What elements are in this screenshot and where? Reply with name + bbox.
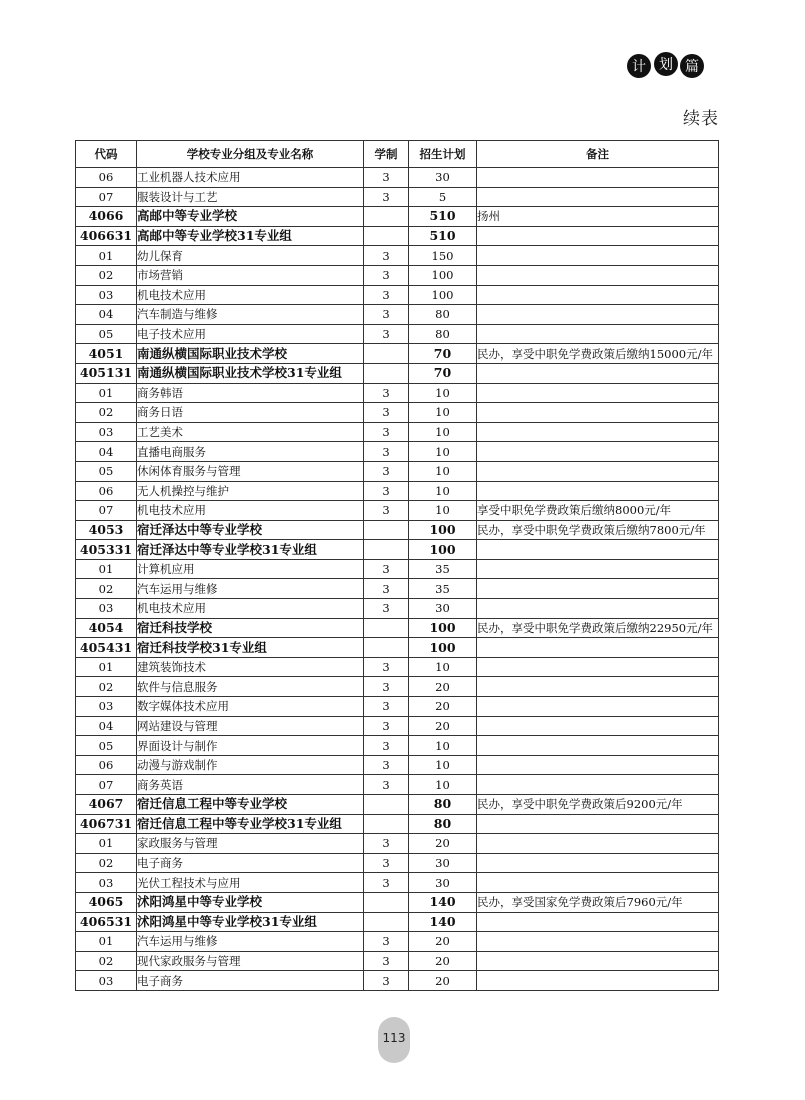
cell-code: 4054	[76, 618, 137, 638]
cell-name: 工艺美术	[137, 422, 364, 442]
cell-note	[477, 951, 719, 971]
header-years: 学制	[364, 141, 409, 168]
cell-name: 光伏工程技术与应用	[137, 873, 364, 893]
cell-code: 406631	[76, 226, 137, 246]
table-row-group	[76, 540, 719, 560]
cell-note	[477, 540, 719, 560]
cell-note	[477, 403, 719, 423]
cell-note	[477, 657, 719, 677]
cell-name: 机电技术应用	[137, 501, 364, 521]
cell-note	[477, 265, 719, 285]
cell-plan: 80	[409, 795, 477, 815]
cell-plan: 5	[409, 187, 477, 207]
cell-years: 3	[364, 559, 409, 579]
cell-note: 民办，享受中职免学费政策后缴纳15000元/年	[477, 344, 719, 364]
table-row-group	[76, 363, 719, 383]
cell-plan: 10	[409, 481, 477, 501]
cell-plan: 70	[409, 344, 477, 364]
cell-note	[477, 559, 719, 579]
header-plan: 招生计划	[409, 141, 477, 168]
cell-name: 高邮中等专业学校	[137, 207, 364, 227]
cell-plan: 20	[409, 834, 477, 854]
enrollment-plan-table	[75, 140, 719, 991]
cell-code: 4066	[76, 207, 137, 227]
cell-plan: 20	[409, 932, 477, 952]
cell-name: 电子商务	[137, 971, 364, 991]
cell-code: 07	[76, 501, 137, 521]
cell-name: 休闲体育服务与管理	[137, 461, 364, 481]
cell-years: 3	[364, 265, 409, 285]
cell-plan: 35	[409, 579, 477, 599]
cell-name: 宿迁泽达中等专业学校31专业组	[137, 540, 364, 560]
cell-note	[477, 814, 719, 834]
cell-plan: 30	[409, 599, 477, 619]
cell-note	[477, 579, 719, 599]
cell-years: 3	[364, 599, 409, 619]
cell-name: 机电技术应用	[137, 599, 364, 619]
cell-years	[364, 618, 409, 638]
cell-name: 建筑装饰技术	[137, 657, 364, 677]
table-row	[76, 422, 719, 442]
cell-note	[477, 873, 719, 893]
cell-years	[364, 207, 409, 227]
table-row	[76, 265, 719, 285]
cell-years: 3	[364, 951, 409, 971]
cell-code: 02	[76, 677, 137, 697]
cell-code: 02	[76, 853, 137, 873]
table-row	[76, 187, 719, 207]
cell-years: 3	[364, 403, 409, 423]
cell-code: 03	[76, 873, 137, 893]
cell-code: 4053	[76, 520, 137, 540]
cell-years: 3	[364, 383, 409, 403]
cell-name: 数字媒体技术应用	[137, 697, 364, 717]
cell-code: 07	[76, 775, 137, 795]
cell-code: 01	[76, 383, 137, 403]
cell-plan: 100	[409, 285, 477, 305]
cell-note	[477, 246, 719, 266]
cell-years	[364, 344, 409, 364]
cell-plan: 10	[409, 461, 477, 481]
cell-name: 市场营销	[137, 265, 364, 285]
cell-name: 软件与信息服务	[137, 677, 364, 697]
cell-years	[364, 892, 409, 912]
cell-name: 无人机操控与维护	[137, 481, 364, 501]
cell-years: 3	[364, 481, 409, 501]
cell-name: 高邮中等专业学校31专业组	[137, 226, 364, 246]
cell-name: 汽车运用与维修	[137, 579, 364, 599]
cell-plan: 510	[409, 207, 477, 227]
cell-note	[477, 285, 719, 305]
cell-name: 界面设计与制作	[137, 736, 364, 756]
table-row-group	[76, 814, 719, 834]
cell-name: 电子技术应用	[137, 324, 364, 344]
cell-note	[477, 697, 719, 717]
cell-code: 02	[76, 579, 137, 599]
cell-code: 02	[76, 951, 137, 971]
cell-years	[364, 363, 409, 383]
cell-name: 宿迁科技学校	[137, 618, 364, 638]
cell-name: 宿迁信息工程中等专业学校31专业组	[137, 814, 364, 834]
cell-plan: 10	[409, 442, 477, 462]
cell-name: 工业机器人技术应用	[137, 168, 364, 188]
cell-years: 3	[364, 755, 409, 775]
cell-name: 电子商务	[137, 853, 364, 873]
table-row	[76, 305, 719, 325]
cell-plan: 30	[409, 168, 477, 188]
cell-years: 3	[364, 873, 409, 893]
cell-code: 04	[76, 716, 137, 736]
cell-plan: 20	[409, 716, 477, 736]
cell-code: 406531	[76, 912, 137, 932]
cell-name: 南通纵横国际职业技术学校31专业组	[137, 363, 364, 383]
cell-years: 3	[364, 246, 409, 266]
cell-note	[477, 912, 719, 932]
table-row	[76, 383, 719, 403]
cell-years: 3	[364, 853, 409, 873]
cell-years: 3	[364, 697, 409, 717]
cell-years	[364, 638, 409, 658]
cell-plan: 100	[409, 618, 477, 638]
cell-years: 3	[364, 168, 409, 188]
table-row	[76, 657, 719, 677]
cell-code: 405431	[76, 638, 137, 658]
continued-label: 续表	[683, 109, 719, 129]
cell-plan: 10	[409, 403, 477, 423]
cell-plan: 35	[409, 559, 477, 579]
header-name: 学校专业分组及专业名称	[137, 141, 364, 168]
cell-code: 03	[76, 599, 137, 619]
cell-years: 3	[364, 305, 409, 325]
cell-code: 04	[76, 442, 137, 462]
cell-note	[477, 324, 719, 344]
cell-code: 01	[76, 559, 137, 579]
cell-code: 05	[76, 736, 137, 756]
cell-plan: 20	[409, 951, 477, 971]
cell-plan: 140	[409, 892, 477, 912]
cell-years: 3	[364, 932, 409, 952]
cell-name: 商务英语	[137, 775, 364, 795]
table-row-group	[76, 207, 719, 227]
cell-name: 动漫与游戏制作	[137, 755, 364, 775]
header-code: 代码	[76, 141, 137, 168]
cell-years: 3	[364, 442, 409, 462]
table-row	[76, 853, 719, 873]
cell-years: 3	[364, 285, 409, 305]
cell-note: 扬州	[477, 207, 719, 227]
cell-code: 03	[76, 971, 137, 991]
cell-note	[477, 226, 719, 246]
cell-years: 3	[364, 324, 409, 344]
cell-note	[477, 932, 719, 952]
cell-name: 汽车制造与维修	[137, 305, 364, 325]
table-row	[76, 873, 719, 893]
cell-name: 沭阳鸿星中等专业学校	[137, 892, 364, 912]
cell-code: 04	[76, 305, 137, 325]
cell-years: 3	[364, 716, 409, 736]
cell-name: 宿迁泽达中等专业学校	[137, 520, 364, 540]
table-row-group	[76, 795, 719, 815]
table-row	[76, 579, 719, 599]
table-row	[76, 971, 719, 991]
cell-note	[477, 677, 719, 697]
cell-code: 405331	[76, 540, 137, 560]
cell-note	[477, 755, 719, 775]
cell-note	[477, 305, 719, 325]
cell-plan: 70	[409, 363, 477, 383]
cell-plan: 20	[409, 971, 477, 991]
cell-name: 直播电商服务	[137, 442, 364, 462]
table-row	[76, 442, 719, 462]
cell-years	[364, 226, 409, 246]
cell-plan: 10	[409, 775, 477, 795]
cell-plan: 20	[409, 697, 477, 717]
cell-plan: 100	[409, 520, 477, 540]
cell-name: 网站建设与管理	[137, 716, 364, 736]
section-logo	[625, 50, 707, 80]
table-row	[76, 481, 719, 501]
table-body	[76, 168, 719, 991]
table-row	[76, 736, 719, 756]
cell-note: 享受中职免学费政策后缴纳8000元/年	[477, 501, 719, 521]
header-note: 备注	[477, 141, 719, 168]
cell-code: 01	[76, 834, 137, 854]
cell-name: 汽车运用与维修	[137, 932, 364, 952]
table-row	[76, 599, 719, 619]
cell-years	[364, 795, 409, 815]
cell-code: 05	[76, 461, 137, 481]
cell-note	[477, 187, 719, 207]
cell-plan: 100	[409, 540, 477, 560]
table-row	[76, 559, 719, 579]
cell-name: 宿迁科技学校31专业组	[137, 638, 364, 658]
logo-char-1: 计	[632, 59, 646, 75]
cell-plan: 10	[409, 755, 477, 775]
table-row	[76, 677, 719, 697]
page-number: 113	[382, 1031, 406, 1045]
cell-code: 06	[76, 755, 137, 775]
cell-note	[477, 481, 719, 501]
cell-years: 3	[364, 657, 409, 677]
cell-note: 民办，享受中职免学费政策后9200元/年	[477, 795, 719, 815]
table-row	[76, 932, 719, 952]
cell-name: 现代家政服务与管理	[137, 951, 364, 971]
cell-note	[477, 383, 719, 403]
cell-plan: 100	[409, 265, 477, 285]
cell-years: 3	[364, 579, 409, 599]
cell-code: 07	[76, 187, 137, 207]
cell-plan: 80	[409, 324, 477, 344]
cell-years: 3	[364, 422, 409, 442]
table-row	[76, 775, 719, 795]
cell-name: 南通纵横国际职业技术学校	[137, 344, 364, 364]
cell-code: 405131	[76, 363, 137, 383]
table-row	[76, 755, 719, 775]
table-row	[76, 285, 719, 305]
table-row-group	[76, 912, 719, 932]
logo-char-3: 篇	[685, 59, 699, 75]
cell-code: 01	[76, 246, 137, 266]
cell-years	[364, 540, 409, 560]
cell-plan: 100	[409, 638, 477, 658]
cell-years: 3	[364, 461, 409, 481]
table-row-group	[76, 344, 719, 364]
cell-name: 幼儿保育	[137, 246, 364, 266]
cell-code: 03	[76, 285, 137, 305]
table-row	[76, 246, 719, 266]
cell-years: 3	[364, 736, 409, 756]
cell-note	[477, 442, 719, 462]
cell-name: 服装设计与工艺	[137, 187, 364, 207]
cell-plan: 510	[409, 226, 477, 246]
cell-note	[477, 971, 719, 991]
cell-name: 商务韩语	[137, 383, 364, 403]
cell-code: 4051	[76, 344, 137, 364]
cell-note: 民办，享受中职免学费政策后缴纳22950元/年	[477, 618, 719, 638]
cell-note: 民办，享受国家免学费政策后7960元/年	[477, 892, 719, 912]
cell-years: 3	[364, 834, 409, 854]
table-row-group	[76, 226, 719, 246]
cell-name: 宿迁信息工程中等专业学校	[137, 795, 364, 815]
cell-code: 4065	[76, 892, 137, 912]
cell-years	[364, 912, 409, 932]
cell-plan: 10	[409, 736, 477, 756]
cell-note	[477, 834, 719, 854]
table-row-group	[76, 638, 719, 658]
cell-code: 03	[76, 697, 137, 717]
cell-plan: 10	[409, 422, 477, 442]
cell-years: 3	[364, 187, 409, 207]
cell-note	[477, 736, 719, 756]
cell-years: 3	[364, 501, 409, 521]
cell-note	[477, 775, 719, 795]
table-row	[76, 501, 719, 521]
table-row	[76, 461, 719, 481]
cell-name: 家政服务与管理	[137, 834, 364, 854]
cell-note: 民办，享受中职免学费政策后缴纳7800元/年	[477, 520, 719, 540]
cell-name: 机电技术应用	[137, 285, 364, 305]
cell-plan: 80	[409, 814, 477, 834]
cell-note	[477, 853, 719, 873]
cell-note	[477, 716, 719, 736]
table-row	[76, 951, 719, 971]
table-row	[76, 168, 719, 188]
cell-name: 沭阳鸿星中等专业学校31专业组	[137, 912, 364, 932]
cell-years: 3	[364, 677, 409, 697]
cell-name: 商务日语	[137, 403, 364, 423]
cell-code: 406731	[76, 814, 137, 834]
cell-years: 3	[364, 775, 409, 795]
cell-code: 06	[76, 481, 137, 501]
cell-note	[477, 422, 719, 442]
cell-note	[477, 363, 719, 383]
cell-code: 02	[76, 403, 137, 423]
cell-plan: 20	[409, 677, 477, 697]
cell-years: 3	[364, 971, 409, 991]
table-row	[76, 697, 719, 717]
table-row	[76, 324, 719, 344]
table-row-group	[76, 618, 719, 638]
cell-plan: 150	[409, 246, 477, 266]
table-row	[76, 403, 719, 423]
cell-plan: 80	[409, 305, 477, 325]
cell-code: 05	[76, 324, 137, 344]
cell-plan: 10	[409, 383, 477, 403]
cell-plan: 140	[409, 912, 477, 932]
cell-years	[364, 814, 409, 834]
cell-code: 02	[76, 265, 137, 285]
table-header-row	[76, 141, 719, 168]
table-row	[76, 834, 719, 854]
section-logo-graphic	[625, 50, 707, 80]
table-row-group	[76, 520, 719, 540]
cell-note	[477, 168, 719, 188]
cell-code: 06	[76, 168, 137, 188]
cell-plan: 30	[409, 853, 477, 873]
cell-code: 03	[76, 422, 137, 442]
cell-note	[477, 638, 719, 658]
cell-years	[364, 520, 409, 540]
table-row-group	[76, 892, 719, 912]
cell-code: 01	[76, 657, 137, 677]
cell-name: 计算机应用	[137, 559, 364, 579]
cell-plan: 30	[409, 873, 477, 893]
cell-code: 01	[76, 932, 137, 952]
table-row	[76, 716, 719, 736]
cell-code: 4067	[76, 795, 137, 815]
cell-plan: 10	[409, 501, 477, 521]
cell-note	[477, 461, 719, 481]
logo-char-2: 划	[659, 57, 673, 73]
cell-plan: 10	[409, 657, 477, 677]
cell-note	[477, 599, 719, 619]
